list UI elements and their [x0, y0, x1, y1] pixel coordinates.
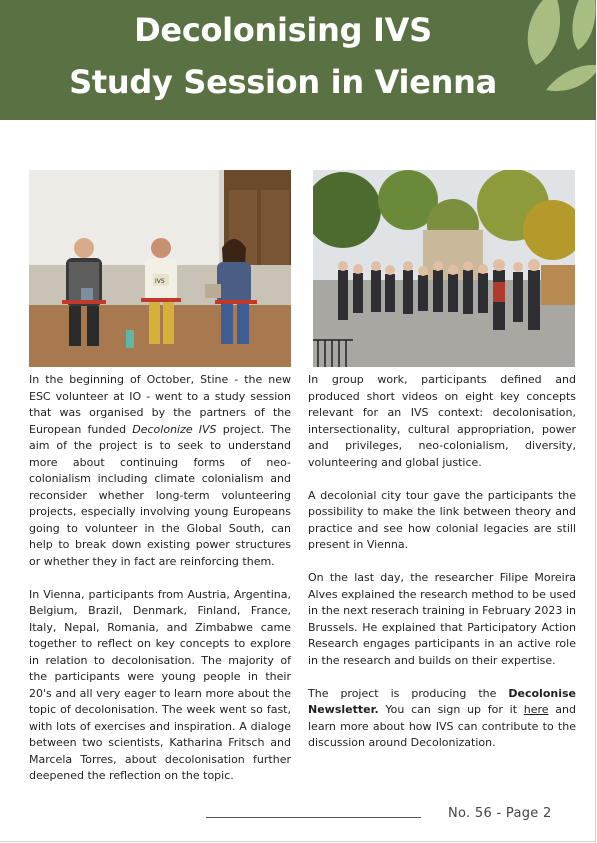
- newsletter-name: Decolonise Newsletter.: [308, 686, 576, 716]
- left-paragraph-2: In Vienna, participants from Austria, Argentina, Belgium, Brazil, Denmark, Finland, France, Italy, Nepal, Romania, and Zimbabwe came together to reflect on key concepts to explore in relation to decolonisation. The majority of the participants were young people in their 20's and all very eager to learn more about the topic of decolonisation. The week went so fast, with lots of exercises and inspiration. A dialoge between two scientists, Katharina Fritsch and Marcela Torres, about decolonisation further deepened the reflection on the topic.: [29, 587, 291, 782]
- title-line-1: Decolonising IVS: [134, 11, 432, 49]
- left-column-text: [29, 372, 291, 801]
- right-paragraph-4: The project is producing the Decolonise Newsletter. You can sign up for it here and learn more about how IVS can contribute to the discussion around Decolonization.: [308, 686, 576, 749]
- photo-group-outdoors: [313, 170, 575, 367]
- photo-three-participants: [29, 170, 291, 367]
- leaf-decoration-icon: [496, 0, 596, 120]
- page-number: No. 56 - Page 2: [448, 806, 552, 821]
- right-paragraph-1: In group work, participants defined and produced short videos on eight key concepts relevant for an IVS context: decolonisation, intersectionality, cultural appropriation, power and privileges, neo-colonialism, diversity, volunteering and global justice.: [308, 373, 576, 469]
- page-title: [40, 4, 526, 108]
- project-name: Decolonize IVS: [132, 422, 217, 436]
- right-paragraph-2: A decolonial city tour gave the participants the possibility to make the link between theory and practice and see how colonial legacies are still present in Vienna.: [308, 488, 576, 551]
- right-paragraph-3: On the last day, the researcher Filipe Moreira Alves explained the research method to be used in the next reserach training in February 2023 in Brussels. He explained that Participatory Action Research engages participants in an active role in the research and builds on their expertise.: [308, 571, 576, 667]
- left-paragraph-1: In the beginning of October, Stine - the new ESC volunteer at IO - went to a study session that was organised by the partners of the European funded Decolonize IVS project. The aim of the project is to seek to understand more about continuing forms of neo-colonialism including climate colonialism and reconsider whether long-term volunteering projects, especially involving young Europeans going to volunteer in the Global South, can help to break down existing power structures or whether they in fact are reinforcing them.: [29, 373, 291, 568]
- right-column-text: [308, 372, 576, 768]
- signup-link[interactable]: here: [523, 703, 549, 716]
- title-line-2: Study Session in Vienna: [69, 63, 497, 101]
- book-text: IVS: [155, 278, 165, 285]
- footer-divider: [206, 817, 421, 818]
- header-banner: [0, 0, 596, 120]
